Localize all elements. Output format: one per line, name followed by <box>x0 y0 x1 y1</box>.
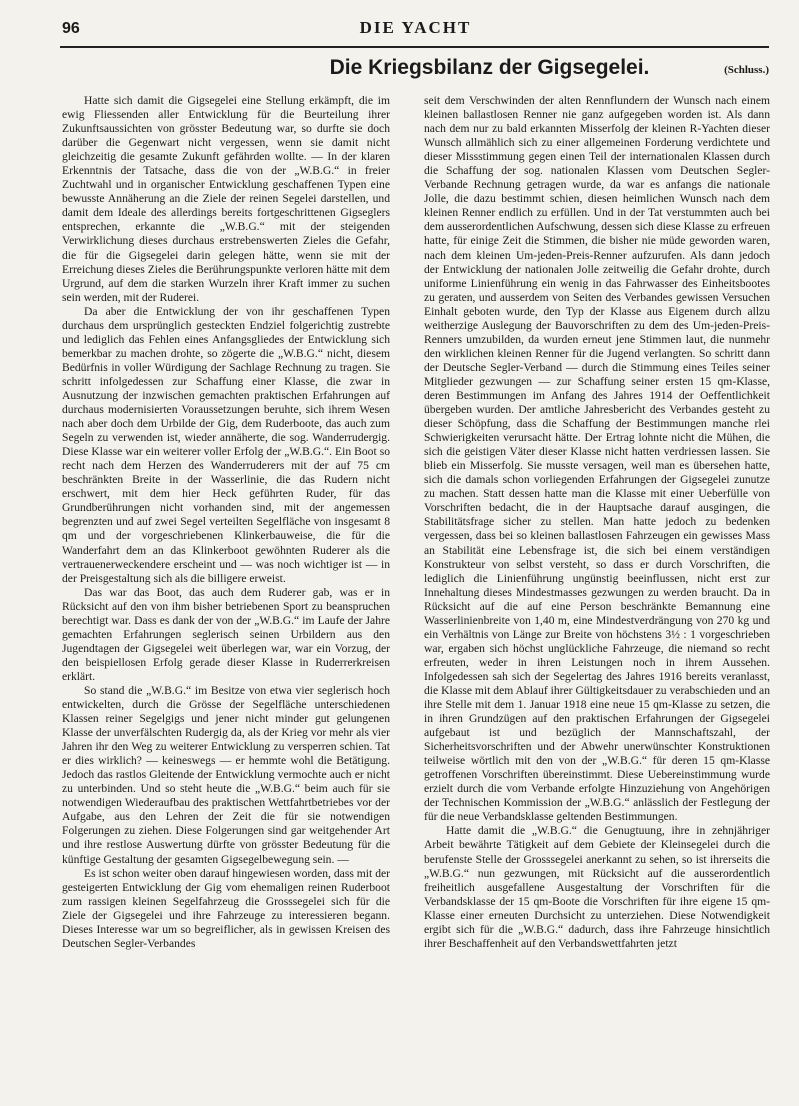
paragraph: Es ist schon weiter oben darauf hingewiesen worden, dass mit der gesteigerten Entwicklung der Gig vom ehemaligen reinen Ruderboot zum rassigen kleinen Segelfahrzeug die Grosssegelei sich für die Ziele der Gigsegelei und ihre Fahrzeuge zu interessieren begann. Dieses Interesse war um so begreiflicher, als in gewissen Kreisen des Deutschen Segler-Verbandes <box>62 866 390 950</box>
page-number: 96 <box>62 20 80 37</box>
paragraph: Da aber die Entwicklung der von ihr geschaffenen Typen durchaus dem ursprünglich gesteckten Endziel folgerichtig zustrebte und lediglich das Fehlen eines Anfangsgliedes der Entwicklung sich bemerkbar zu machen drohte, so zögerte die „W.B.G.“ nicht, diesem Bedürfnis in voller Würdigung der Sachlage Rechnung zu tragen. Sie schritt infolgedessen zur Schaffung einer Klasse, die zwar in Ausnutzung der inzwischen gemachten praktischen Erfahrungen auf durchaus modernisierten Voraussetzungen beruhte, sich ihrem Wesen nach aber doch dem Urbilde der Gig, dem Ruderboote, das auch zum Segeln zu verwenden ist, wieder annäherte, die sog. Wanderrudergig. Diese Klasse war ein weiterer voller Erfolg der „W.B.G.“. Ein Boot so recht nach dem Herzen des Wanderruderers mit der auf 75 cm beschränkten Breite in der Wasserlinie, die das Rudern nicht erschwert, mit dem hier Heck geführten Ruder, für das Grundberührungen nicht vorhanden sind, mit der angemessen begrenzten und auf zwei Segel verteilten Segelfläche von insgesamt 8 qm und der vorgeschriebenen Klinkerbauweise, die für die Wanderfahrt dem an das Klinkerboot gewöhnten Ruderer als die vertrauenerweckendere erscheint und — was noch wichtiger ist — in der Preisgestaltung sich als die billigere erweist. <box>62 304 390 585</box>
header-rule <box>60 46 769 48</box>
continuation-note: (Schluss.) <box>724 64 769 76</box>
article-title-block <box>60 56 769 88</box>
paragraph: Hatte sich damit die Gigsegelei eine Stellung erkämpft, die im ewig Fliessenden aller Entwicklung für die Beurteilung ihrer Zukunftsaussichten von grösster Bedeutung war, so durfte sie doch darüber die Gegenwart nicht vergessen, wenn sie damit nicht gleichzeitig die gesamte Zukunft gefährden wollte. — In der klaren Erkenntnis der Tatsache, dass die von der „W.B.G.“ in freier Zuchtwahl und in organischer Entwicklung geschaffenen Typen eine bewusste Annäherung an die Ziele der reinen Segelei darstellen, und damit dem Ideale des allerdings bereits fortgeschrittenen Gigseglers entsprechen, erkannte die „W.B.G.“ mit der steigenden Verwirklichung dieses durchaus erstrebenswerten Zieles die Gefahr, die für die Gigsegelei darin gelegen hätte, wenn sie mit der Erreichung dieses Zieles die Berührungspunkte verloren hätte mit dem Urgrund, auf dem die starken Wurzeln ihrer Kraft immer zu suchen sein werden, mit der Ruderei. <box>62 94 390 304</box>
journal-title: DIE YACHT <box>359 18 472 37</box>
left-column <box>62 94 390 1100</box>
paragraph: seit dem Verschwinden der alten Rennflundern der Wunsch nach einem kleinen ballastlosen Renner nie ganz aufgegeben worden ist. Als dann nach dem nur zu bald erkannten Misserfolg der kleinen R-Yachten dieser Wunsch allmählich sich zu einer allgemeinen Forderung verdichtete und dieser Missstimmung gegen einen Teil der internationalen Klassen durch die Schaffung der sog. nationalen Klassen vom Deutschen Segler-Verbande Rechnung getragen wurde, da war es anfangs die nationale Jolle, die dazu bestimmt schien, diesen heimlichen Wunsch nach dem kleinen Renner endlich zu erfüllen. Und in der Tat verstummten auch bei dem ausserordentlichen Aufschwung, dessen sich diese Klasse zu erfreuen hatte, für einige Zeit die Stimmen, die bisher nie müde geworden waren, nach dem kleinen Um-jeden-Preis-Renner aufzurufen. Als dann jedoch der Entwicklung der nationalen Jolle zeitweilig die Gefahr drohte, durch uniforme Linienführung ein wenig in das Fahrwasser des Einheitsbootes zu geraten, und ausserdem von Seiten des Verbandes gewissen Versuchen Einhalt geboten wurde, den Typ der Klasse aus Eigenem durch allzu weitherzige Auslegung der Bauvorschriften zu dem des Um-jeden-Preis-Renners umzubilden, da wurden erneut jene Stimmen laut, die nunmehr den wirklichen kleinen Renner für die Jugend verlangten. So schritt dann der Deutsche Segler-Verband — durch die Stimmung eines Teiles seiner Mitglieder gezwungen — zur Schaffung seiner ersten 15 qm-Klasse, deren Bestimmungen im Anfang des Jahres 1914 der Oeffentlichkeit übergeben wurden. Der amtliche Jahresbericht des Verbandes gesteht zu dieser Schöpfung, dass die Schaffung der Bestimmungen manche rlei Schwierigkeiten verursacht hätte. Der Ertrag lohnte nicht die Mühen, die sich die geistigen Väter dieser Klasse nicht hatten verdriessen lassen. Sie blieb ein Misserfolg. Sie musste versagen, weil man es übersehen hatte, sich die damals schon vorliegenden Erfahrungen der Gigsegelei zunutze zu machen. Statt dessen hatte man die Klasse mit einer Ueberfülle von Vorschriften bedacht, die in der Hauptsache darauf ausgingen, die Stabilitätsfrage sicher zu stellen. Man hatte jedoch zu bedenken vergessen, dass bei so kleinen ballastlosen Fahrzeugen ein gewisses Mass an Stabilität eine Lebensfrage ist, die sich bei einem verständigen Konstrukteur von selbst versteht, so dass er durch Vorschriften, die lediglich die Linienführung ungünstig beeinflussen, nicht erst zur Innehaltung dieses Mindestmasses gezwungen zu werden braucht. Da in Rücksicht auf die auf eine Person beschränkte Bemannung eine Wasserlinienbreite von 1,40 m, eine Mindestverdrängung von 270 kg und ein Verhältnis von Länge zur Breite von höchstens 3½ : 1 vorgeschrieben war, ergaben sich höchst unglückliche Fahrzeuge, die niemand so recht erfreuten, weder in ihren Leistungen noch in ihrem Aussehen. Infolgedessen sah sich der Segelertag des Jahres 1916 bereits veranlasst, die Klasse mit dem Ablauf ihrer Gültigkeitsdauer zu verabschieden und an ihre Stelle mit dem 1. Januar 1918 eine neue 15 qm-Klasse zu setzen, die in ihren Grundzügen auf den praktischen Erfahrungen der Gigsegelei aufgebaut ist und bezüglich der Mannschaftszahl, der Sicherheitsvorschriften und der Abwehr unerwünschter Konstruktionen teilweise wörtlich mit den von der „W.B.G.“ für deren 15 qm-Klasse getroffenen Vorschriften übereinstimmt. Diese Uebereinstimmung wurde erzielt durch die vom Verbande erfolgte Hinzuziehung von Angehörigen der Technischen Kommission der „W.B.G.“ anlässlich der Festlegung der für die neue Verbandsklasse geltenden Bestimmungen. <box>424 94 770 824</box>
article-title: Die Kriegsbilanz der Gigsegelei. <box>329 56 650 79</box>
right-column <box>424 94 770 1100</box>
paragraph: So stand die „W.B.G.“ im Besitze von etwa vier seglerisch hoch entwickelten, durch die Grösse der Segelfläche unterschiedenen Klassen reiner Segelgigs und jener nicht minder gut gelungenen Klasse der unverfälschten Rudergig da, als der Krieg vor mehr als vier Jahren ihr den Weg zu weiterer Entwicklung zu versperren schien. Tat er dies wirklich? — keineswegs — er hemmte wohl die Betätigung. Jedoch das rastlos Gleitende der Entwicklung vermochte auch er nicht zu unterbinden. Und so steht heute die „W.B.G.“ beim auch für sie notwendigen Wiederaufbau des praktischen Wettfahrtbetriebes vor der Aufgabe, aus den Lehren der Zeit die für sie notwendigen Folgerungen zu ziehen. Diese Folgerungen sind gar weitgehender Art und ihre restlose Auswertung dürfte von grösster Bedeutung für die künftige Gestaltung der gesamten Gigsegelbewegung sein. — <box>62 683 390 866</box>
page-header <box>62 18 769 46</box>
paragraph: Das war das Boot, das auch dem Ruderer gab, was er in Rücksicht auf den von ihm bisher betriebenen Sport zu beanspruchen berechtigt war. Dass es dank der von der „W.B.G.“ im Laufe der Jahre gemachten Erfahrungen seglerisch seinen Urbildern aus den Jugendtagen der Gigsegelei weit überlegen war, war ein Vorzug, der den beispiellosen Erfolg gerade dieser Klasse in Ruderrerkreisen erklärt. <box>62 585 390 683</box>
paragraph: Hatte damit die „W.B.G.“ die Genugtuung, ihre in zehnjähriger Arbeit bewährte Tätigkeit auf dem Gebiete der Kleinsegelei durch die berufenste Stelle der Grosssegelei anerkannt zu sehen, so ist ihrerseits die „W.B.G.“ nun gezwungen, mit Rücksicht auf die ausserordentlich freiheitlich ausgefallene Ausgestaltung der Vorschriften für die Verbandsklasse der 15 qm-Boote die Vorschriften für ihre eigene 15 qm-Klasse einer erneuten Durchsicht zu unterziehen. Diese Notwendigkeit ergibt sich für die „W.B.G.“ dadurch, dass ihre Fahrzeuge hinsichtlich ihrer Beschaffenheit auf den Verbandswettfahrten jetzt <box>424 824 770 950</box>
